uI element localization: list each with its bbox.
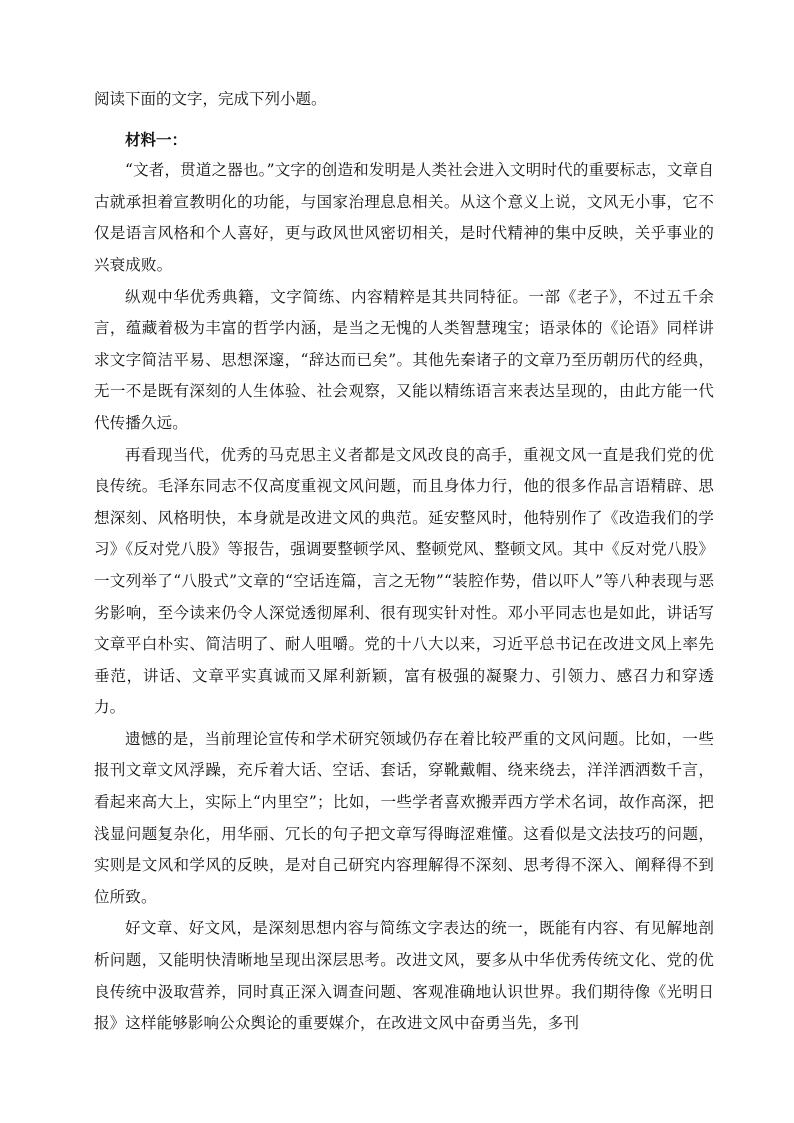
paragraph-4: 遗憾的是，当前理论宣传和学术研究领域仍存在着比较严重的文风问题。比如，一些报刊文章文风浮躁，充斥着大话、空话、套话，穿靴戴帽、绕来绕去，洋洋洒洒数千言，看起来高大上，实际上“内里空”；比如，一些学者喜欢搬弄西方学术名词，故作高深，把浅显问题复杂化，用华丽、冗长的句子把文章写得晦涩难懂。这看似是文法技巧的问题，实则是文风和学风的反映，是对自己研究内容理解得不深刻、思考得不深入、阐释得不到位所致。	[94, 729, 714, 906]
paragraph-2: 纵观中华优秀典籍，文字简练、内容精粹是其共同特征。一部《老子》，不过五千余言，蕴藏着极为丰富的哲学内涵，是当之无愧的人类智慧瑰宝；语录体的《论语》同样讲求文字简洁平易、思想深邃，“辞达而已矣”。其他先秦诸子的文章乃至历朝历代的经典，无一不是既有深刻的人生体验、社会观察，又能以精练语言来表达呈现的，由此方能一代代传播久远。	[94, 287, 714, 432]
reading-passage	[94, 84, 714, 1040]
paragraph-5: 好文章、好文风，是深刻思想内容与简练文字表达的统一，既能有内容、有见解地剖析问题，又能明快清晰地呈现出深层思考。改进文风，要多从中华优秀传统文化、党的优良传统中汲取营养，同时真正深入调查问题、客观准确地认识世界。我们期待像《光明日报》这样能够影响公众舆论的重要媒介，在改进文风中奋勇当先，多刊	[94, 919, 714, 1033]
question-instruction: 阅读下面的文字，完成下列小题。	[94, 90, 327, 108]
paragraph-3: 再看现当代，优秀的马克思主义者都是文风改良的高手，重视文风一直是我们党的优良传统。毛泽东同志不仅高度重视文风问题，而且身体力行，他的很多作品言语精辟、思想深刻、风格明快，本身就是改进文风的典范。延安整风时，他特别作了《改造我们的学习》《反对党八股》等报告，强调要整顿学风、整顿党风、整顿文风。其中《反对党八股》一文列举了“八股式”文章的“空话连篇，言之无物”“装腔作势，借以吓人”等八种表现与恶劣影响，至今读来仍令人深觉透彻犀利、很有现实针对性。邓小平同志也是如此，讲话写文章平白朴实、简洁明了、耐人咀嚼。党的十八大以来，习近平总书记在改进文风上率先垂范，讲话、文章平实真诚而又犀利新颖，富有极强的凝聚力、引领力、感召力和穿透力。	[94, 445, 714, 717]
paragraph-1: “文者，贯道之器也。”文字的创造和发明是人类社会进入文明时代的重要标志，文章自古就承担着宣教明化的功能，与国家治理息息相关。从这个意义上说，文风无小事，它不仅是语言风格和个人喜好，更与政风世风密切相关，是时代精神的集中反映，关乎事业的兴衰成败。	[94, 161, 714, 274]
material-heading: 材料一：	[125, 129, 188, 149]
